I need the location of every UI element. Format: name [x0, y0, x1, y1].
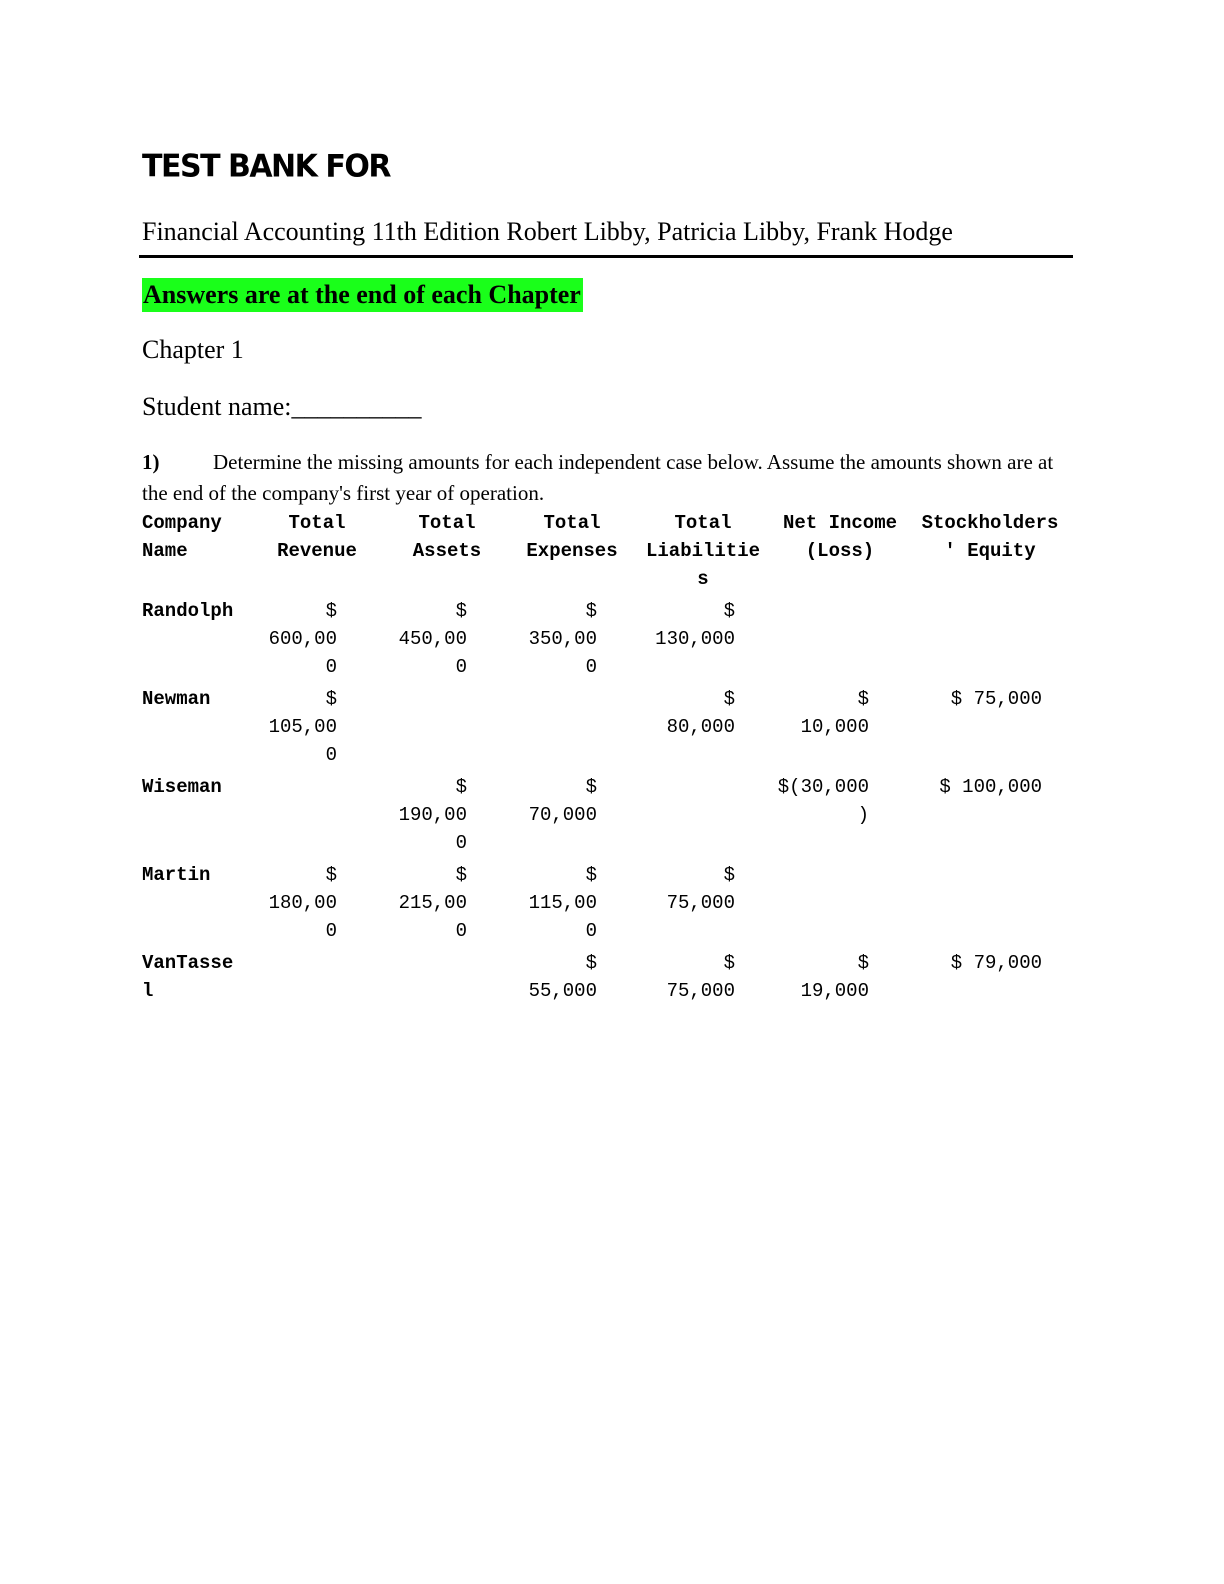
column-header-net-income: (Loss) [805, 540, 875, 562]
company-name: Randolph [142, 600, 234, 622]
company-name: l [142, 980, 154, 1002]
cell-revenue: 105,00 [268, 716, 337, 738]
cell-expenses: 0 [585, 656, 597, 678]
cell-assets: 190,00 [398, 804, 467, 826]
cell-liabilities: 75,000 [666, 980, 735, 1002]
cell-expenses: $ [585, 776, 597, 798]
column-header-revenue: Total [288, 512, 346, 534]
cell-revenue: $ [325, 688, 337, 710]
column-header-expenses: Total [543, 512, 601, 534]
column-header-company: Company [142, 512, 222, 534]
cell-net-income: $ [857, 952, 869, 974]
page-title: TEST BANK FOR [142, 148, 390, 185]
cell-assets: $ [455, 600, 467, 622]
student-name-field: Student name:__________ [142, 392, 422, 421]
cell-assets: 0 [455, 832, 467, 854]
cell-liabilities: 80,000 [666, 716, 735, 738]
cell-revenue: 600,00 [268, 628, 337, 650]
cell-expenses: 115,00 [528, 892, 597, 914]
cell-assets: 215,00 [398, 892, 467, 914]
company-name: Martin [142, 864, 211, 886]
cell-revenue: 0 [325, 656, 337, 678]
column-header-assets: Assets [412, 540, 482, 562]
cell-expenses: 0 [585, 920, 597, 942]
question-number: 1) [142, 450, 160, 474]
cell-revenue: 180,00 [268, 892, 337, 914]
cell-assets: $ [455, 776, 467, 798]
column-header-liabilities: Liabilitie [645, 540, 761, 562]
cell-expenses: 70,000 [528, 804, 597, 826]
cell-equity: $ 79,000 [950, 952, 1042, 974]
cell-expenses: $ [585, 600, 597, 622]
title-divider [139, 255, 1073, 258]
question-1 [142, 447, 1072, 509]
cell-net-income: $ [857, 688, 869, 710]
cell-assets: 0 [455, 656, 467, 678]
cell-expenses: 350,00 [528, 628, 597, 650]
column-header-company: Name [142, 540, 188, 562]
book-subtitle: Financial Accounting 11th Edition Robert Libby, Patricia Libby, Frank Hodge [142, 217, 953, 246]
cell-assets: 450,00 [398, 628, 467, 650]
column-header-net-income: Net Income [782, 512, 898, 534]
cell-net-income: $(30,000 [777, 776, 869, 798]
company-name: Newman [142, 688, 211, 710]
cell-net-income: 10,000 [800, 716, 869, 738]
column-header-liabilities: Total [674, 512, 732, 534]
cell-equity: $ 75,000 [950, 688, 1042, 710]
cell-expenses: 55,000 [528, 980, 597, 1002]
cell-liabilities: $ [723, 864, 735, 886]
cell-liabilities: 130,000 [655, 628, 735, 650]
cell-expenses: $ [585, 864, 597, 886]
cell-revenue: 0 [325, 920, 337, 942]
company-name: VanTasse [142, 952, 234, 974]
cell-liabilities: 75,000 [666, 892, 735, 914]
cell-assets: 0 [455, 920, 467, 942]
cell-liabilities: $ [723, 600, 735, 622]
column-header-assets: Total [418, 512, 476, 534]
cell-revenue: $ [325, 864, 337, 886]
cell-liabilities: $ [723, 952, 735, 974]
cell-expenses: $ [585, 952, 597, 974]
column-header-equity: Stockholders [921, 512, 1059, 534]
column-header-expenses: Expenses [526, 540, 618, 562]
cell-liabilities: $ [723, 688, 735, 710]
cell-revenue: $ [325, 600, 337, 622]
cell-net-income: ) [857, 804, 869, 826]
column-header-equity: ' Equity [944, 540, 1036, 562]
column-header-liabilities: s [697, 568, 709, 590]
chapter-heading: Chapter 1 [142, 335, 244, 364]
question-text: Determine the missing amounts for each independent case below. Assume the amounts shown are at the end of the company's first year of operation. [142, 450, 1054, 505]
cell-net-income: 19,000 [800, 980, 869, 1002]
cell-revenue: 0 [325, 744, 337, 766]
cell-assets: $ [455, 864, 467, 886]
answers-notice: Answers are at the end of each Chapter [142, 278, 583, 312]
company-name: Wiseman [142, 776, 222, 798]
cell-equity: $ 100,000 [939, 776, 1042, 798]
column-header-revenue: Revenue [277, 540, 357, 562]
